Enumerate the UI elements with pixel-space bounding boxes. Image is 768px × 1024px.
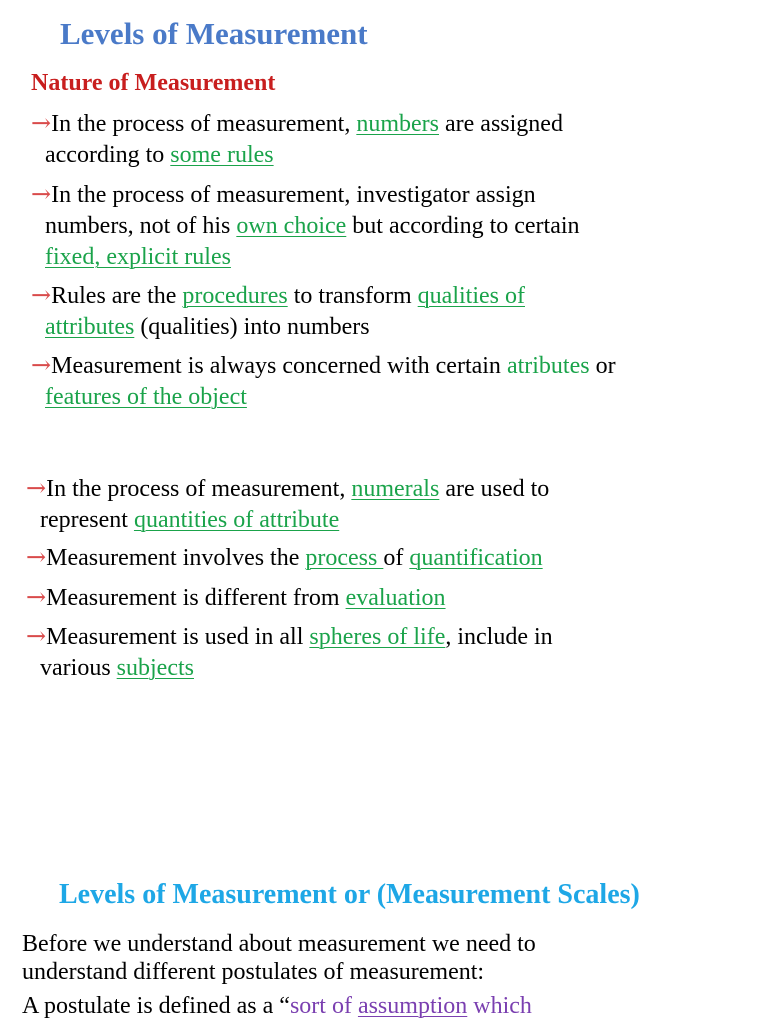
- bullet-item: [31, 108, 563, 171]
- arrow-bullet-icon: →: [31, 109, 52, 137]
- bullet-text: represent: [40, 507, 134, 533]
- paragraph-text: A postulate is defined as a “: [22, 993, 290, 1019]
- paragraph-line: understand different postulates of measurement:: [22, 959, 485, 985]
- section-subheading: Nature of Measurement: [31, 70, 276, 96]
- bullet-text: evaluation: [345, 585, 446, 611]
- bullet-line: [31, 140, 563, 171]
- arrow-bullet-icon: →: [26, 622, 47, 650]
- bullet-text: attributes: [45, 314, 135, 340]
- bullet-text: according to: [45, 142, 171, 168]
- bullet-item: [31, 179, 580, 273]
- bullet-text: or: [589, 353, 616, 379]
- bullet-item: [31, 280, 525, 343]
- bullet-text: to transform: [287, 283, 418, 309]
- bullet-text: but according to certain: [346, 213, 580, 239]
- bullet-text: quantification: [409, 545, 543, 571]
- bullet-text: numbers: [356, 111, 439, 137]
- bullet-line: [31, 382, 616, 413]
- bullet-text: own choice: [236, 213, 347, 239]
- bullet-item: [31, 350, 616, 413]
- bullet-text: some rules: [170, 142, 274, 168]
- bullet-text: In the process of measurement,: [46, 476, 352, 502]
- bullet-line: [31, 350, 616, 382]
- bullet-text: spheres of life: [309, 624, 446, 650]
- bullet-line: [26, 505, 549, 536]
- bullet-text: of: [383, 545, 410, 571]
- bullet-text: procedures: [182, 283, 288, 309]
- bullet-item: [26, 473, 549, 536]
- paragraph-text: sort of: [289, 993, 358, 1019]
- bullet-text: Measurement involves the: [46, 545, 306, 571]
- bullet-line: [31, 211, 580, 242]
- arrow-bullet-icon: →: [26, 543, 47, 571]
- bullet-item: [26, 542, 543, 574]
- bullet-text: qualities of: [417, 283, 525, 309]
- bullet-line: [31, 179, 580, 211]
- bullet-text: Rules are the: [51, 283, 183, 309]
- bullet-text: Measurement is used in all: [46, 624, 310, 650]
- bullet-text: numerals: [351, 476, 440, 502]
- bullet-line: [31, 312, 525, 343]
- postulate-paragraph: [22, 990, 532, 1022]
- arrow-bullet-icon: →: [26, 474, 47, 502]
- bullet-line: [31, 242, 580, 273]
- bullet-text: atributes: [506, 353, 590, 379]
- bullet-line: [31, 108, 563, 140]
- bullet-text: are assigned: [439, 111, 563, 137]
- bullet-text: (qualities) into numbers: [134, 314, 370, 340]
- bullet-text: quantities of attribute: [133, 507, 340, 533]
- bullet-line: [26, 653, 553, 684]
- bullet-line: [26, 542, 543, 574]
- bullet-line: [31, 280, 525, 312]
- arrow-bullet-icon: →: [31, 351, 52, 379]
- bullet-line: [26, 582, 446, 614]
- bullet-text: , include in: [445, 624, 553, 650]
- bullet-text: In the process of measurement, investigator assign: [51, 182, 536, 208]
- bullet-text: subjects: [116, 655, 194, 681]
- bullet-text: features of the object: [45, 384, 247, 410]
- bullet-text: various: [40, 655, 117, 681]
- bullet-text: numbers, not of his: [45, 213, 237, 239]
- bullet-line: [26, 621, 553, 653]
- slide-title: Levels of Measurement: [60, 16, 368, 51]
- arrow-bullet-icon: →: [31, 180, 52, 208]
- section-title: Levels of Measurement or (Measurement Scales): [59, 879, 640, 910]
- bullet-text: process: [305, 545, 384, 571]
- bullet-text: In the process of measurement,: [51, 111, 357, 137]
- bullet-line: [26, 473, 549, 505]
- bullet-text: Measurement is always concerned with certain: [51, 353, 507, 379]
- arrow-bullet-icon: →: [26, 583, 47, 611]
- paragraph-text: assumption: [357, 993, 468, 1019]
- paragraph-line: Before we understand about measurement we need to: [22, 931, 536, 957]
- bullet-item: [26, 621, 553, 684]
- arrow-bullet-icon: →: [31, 281, 52, 309]
- paragraph-text: which: [467, 993, 532, 1019]
- bullet-item: [26, 582, 446, 614]
- bullet-text: Measurement is different from: [46, 585, 346, 611]
- bullet-text: fixed, explicit rules: [45, 244, 231, 270]
- bullet-text: are used to: [439, 476, 550, 502]
